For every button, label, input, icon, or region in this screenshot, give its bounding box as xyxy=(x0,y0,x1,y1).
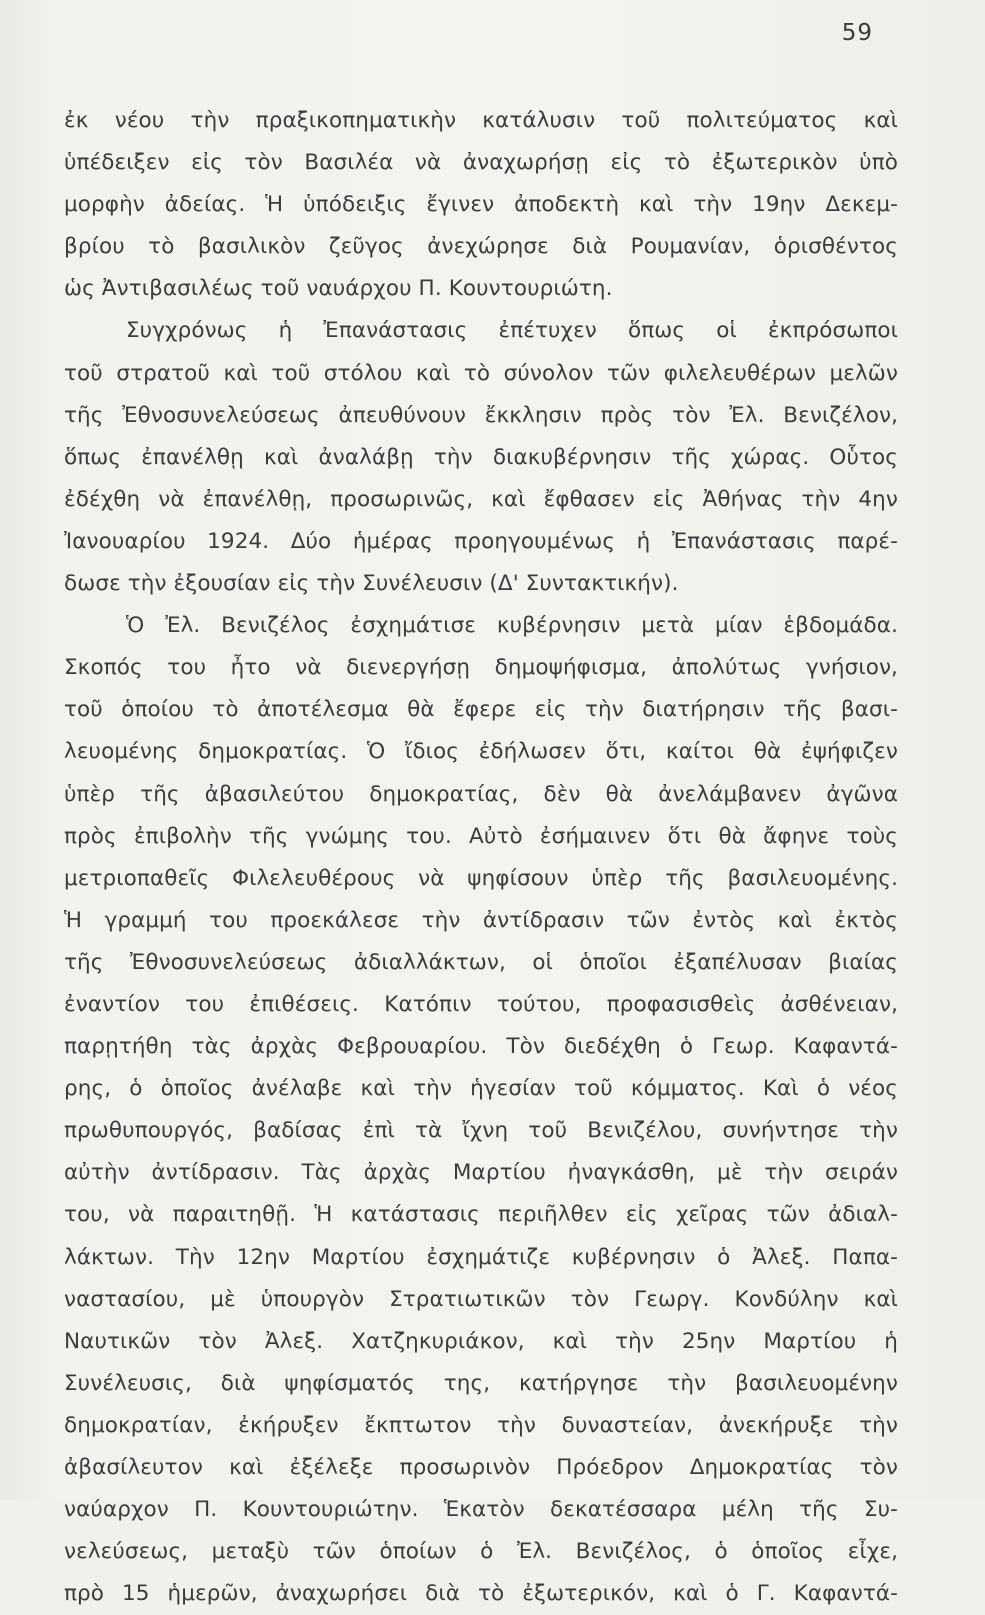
text-line: Συγχρόνως ἡ Ἐπανάστασις ἐπέτυχεν ὅπως οἱ ἐκπρόσωποι xyxy=(126,318,898,344)
text-line: του, νὰ παραιτηθῇ. Ἡ κατάστασις περιῆλθεν εἰς χεῖρας τῶν ἀδιαλ- xyxy=(64,1202,898,1228)
text-line: Συνέλευσις, διὰ ψηφίσματός της, κατήργησε τὴν βασιλευομένην xyxy=(64,1370,898,1396)
text-line: Ἰανουαρίου 1924. Δύο ἡμέρας προηγουμένως ἡ Ἐπανάστασις παρέ- xyxy=(64,528,898,554)
text-line: τοῦ στρατοῦ καὶ τοῦ στόλου καὶ τὸ σύνολον τῶν φιλελευθέρων μελῶν xyxy=(64,360,898,386)
text-line: λευομένης δημοκρατίας. Ὁ ἴδιος ἐδήλωσεν ὅτι, καίτοι θὰ ἐψήφιζεν xyxy=(64,739,898,765)
text-line: νελεύσεως, μεταξὺ τῶν ὁποίων ὁ Ἐλ. Βενιζέλος, ὁ ὁποῖος εἶχε, xyxy=(64,1539,898,1565)
text-line: ρης, ὁ ὁποῖος ἀνέλαβε καὶ τὴν ἡγεσίαν τοῦ κόμματος. Καὶ ὁ νέος xyxy=(64,1076,898,1102)
text-line: μετριοπαθεῖς Φιλελευθέρους νὰ ψηφίσουν ὑπὲρ τῆς βασιλευομένης. xyxy=(64,865,898,891)
text-line: δωσε τὴν ἐξουσίαν εἰς τὴν Συνέλευσιν (Δ' Συντακτικήν). xyxy=(64,571,679,597)
text-line: ἐκ νέου τὴν πραξικοπηματικὴν κατάλυσιν τοῦ πολιτεύματος καὶ xyxy=(64,108,898,133)
text-line: τοῦ ὁποίου τὸ ἀποτέλεσμα θὰ ἔφερε εἰς τὴν διατήρησιν τῆς βασι- xyxy=(64,697,898,723)
text-line: πρὸ 15 ἡμερῶν, ἀναχωρήσει διὰ τὸ ἐξωτερικόν, καὶ ὁ Γ. Καφαντά- xyxy=(64,1581,898,1607)
text-line: ὑπέδειξεν εἰς τὸν Βασιλέα νὰ ἀναχωρήσῃ εἰς τὸ ἐξωτερικὸν ὑπὸ xyxy=(64,150,898,176)
text-line: ἀβασίλευτον καὶ ἐξέλεξε προσωρινὸν Πρόεδρον Δημοκρατίας τὸν xyxy=(64,1455,898,1480)
text-line: τῆς Ἐθνοσυνελεύσεως ἀδιαλλάκτων, οἱ ὁποῖοι ἐξαπέλυσαν βιαίας xyxy=(64,949,898,975)
text-line: Ἡ γραμμή του προεκάλεσε τὴν ἀντίδρασιν τῶν ἐντὸς καὶ ἐκτὸς xyxy=(64,907,898,933)
body-text xyxy=(64,100,898,1615)
text-line: παρῃτήθη τὰς ἀρχὰς Φεβρουαρίου. Τὸν διεδέχθη ὁ Γεωρ. Καφαντά- xyxy=(64,1034,898,1060)
text-line: ὑπὲρ τῆς ἀβασιλεύτου δημοκρατίας, δὲν θὰ ἀνελάμβανεν ἀγῶνα xyxy=(64,781,898,807)
text-line: βρίου τὸ βασιλικὸν ζεῦγος ἀνεχώρησε διὰ Ρουμανίαν, ὁρισθέντος xyxy=(64,234,898,260)
text-line: δημοκρατίαν, ἐκήρυξεν ἔκπτωτον τὴν δυναστείαν, ἀνεκήρυξε τὴν xyxy=(64,1412,898,1438)
page-number: 59 xyxy=(841,20,873,46)
text-line: Σκοπός του ἦτο νὰ διενεργήσῃ δημοψήφισμα, ἀπολύτως γνήσιον, xyxy=(64,655,898,681)
text-line: πρὸς ἐπιβολὴν τῆς γνώμης του. Αὐτὸ ἐσήμαινεν ὅτι θὰ ἄφηνε τοὺς xyxy=(64,823,898,849)
text-line: Ὁ Ἐλ. Βενιζέλος ἐσχημάτισε κυβέρνησιν μετὰ μίαν ἑβδομάδα. xyxy=(126,613,898,639)
text-line: τῆς Ἐθνοσυνελεύσεως ἀπευθύνουν ἔκκλησιν πρὸς τὸν Ἐλ. Βενιζέλον, xyxy=(64,402,898,428)
text-line: ὅπως ἐπανέλθῃ καὶ ἀναλάβῃ τὴν διακυβέρνησιν τῆς χώρας. Οὗτος xyxy=(64,444,898,470)
text-line: αὐτὴν ἀντίδρασιν. Τὰς ἀρχὰς Μαρτίου ἠναγκάσθη, μὲ τὴν σειράν xyxy=(64,1160,898,1186)
text-line: ναύαρχον Π. Κουντουριώτην. Ἑκατὸν δεκατέσσαρα μέλη τῆς Συ- xyxy=(64,1497,898,1523)
text-line: ἐδέχθη νὰ ἐπανέλθῃ, προσωρινῶς, καὶ ἔφθασεν εἰς Ἀθήνας τὴν 4ην xyxy=(64,486,898,512)
text-line: πρωθυπουργός, βαδίσας ἐπὶ τὰ ἴχνη τοῦ Βενιζέλου, συνήντησε τὴν xyxy=(64,1118,898,1144)
text-line: Ναυτικῶν τὸν Ἀλεξ. Χατζηκυριάκον, καὶ τὴν 25ην Μαρτίου ἡ xyxy=(64,1328,898,1354)
text-line: ὡς Ἀντιβασιλέως τοῦ ναυάρχου Π. Κουντουριώτη. xyxy=(64,276,613,302)
text-line: λάκτων. Τὴν 12ην Μαρτίου ἐσχημάτιζε κυβέρνησιν ὁ Ἀλεξ. Παπα- xyxy=(64,1244,898,1270)
text-line: μορφὴν ἀδείας. Ἡ ὑπόδειξις ἔγινεν ἀποδεκτὴ καὶ τὴν 19ην Δεκεμ- xyxy=(64,192,898,218)
text-line: ναστασίου, μὲ ὑπουργὸν Στρατιωτικῶν τὸν Γεωργ. Κονδύλην καὶ xyxy=(64,1286,898,1312)
text-line: ἐναντίον του ἐπιθέσεις. Κατόπιν τούτου, προφασισθεὶς ἀσθένειαν, xyxy=(64,991,898,1017)
